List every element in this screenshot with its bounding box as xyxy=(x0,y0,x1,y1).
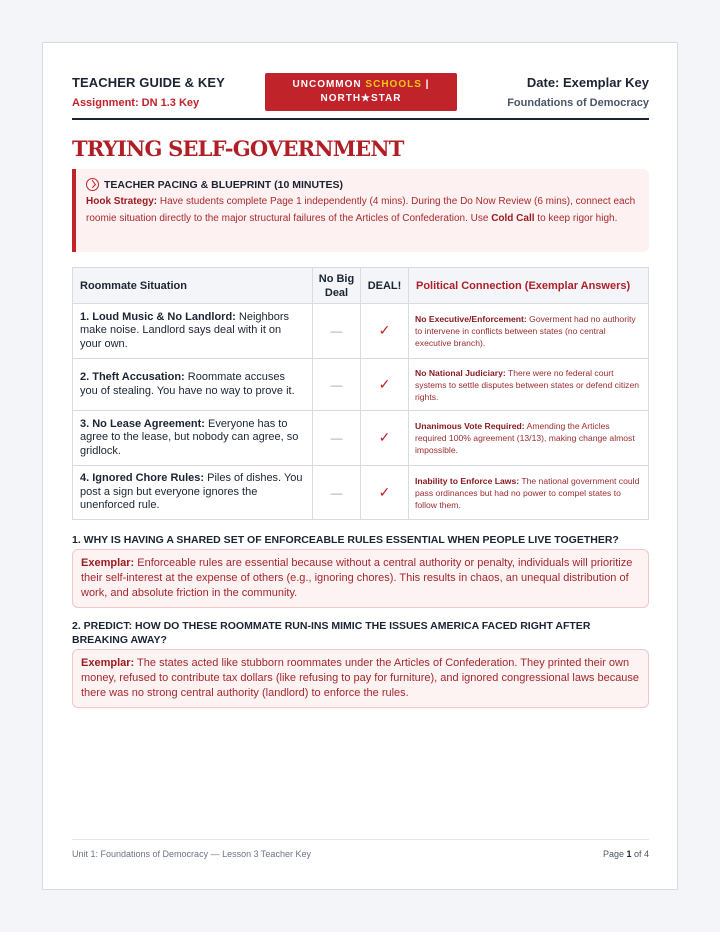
connection-text: Goverment had no authority to intervene in conflicts between states (no central executive branch). xyxy=(415,314,636,348)
hook-text: Have students complete Page 1 independently (4 mins). During the Do Now Review (6 mins), connect each roomie situation directly to the major structural failures of the Articles of Confederation. Use xyxy=(86,196,636,224)
situation-text: Neighbors make noise. Landlord says deal with it on your own. xyxy=(80,310,290,350)
page-title: TRYING SELF-GOVERNMENT xyxy=(72,136,404,161)
connection-label: Unanimous Vote Required: xyxy=(415,421,525,431)
connection-label: No National Judiciary: xyxy=(415,367,506,378)
check-icon: ✓ xyxy=(378,322,391,338)
exemplar-text: Enforceable rules are essential because without a central authority or penalty, individuals will prioritize their self-interest at the expense of others (e.g., ignoring chores). This results in chaos, an unequal distribution of work, and absolute friction in the community. xyxy=(81,557,633,599)
no-big-deal-cell xyxy=(313,359,361,411)
pacing-callout xyxy=(72,169,649,252)
hook-end-text: to keep rigor high. xyxy=(534,212,618,224)
logo-text-uncommon: UNCOMMON xyxy=(292,79,366,90)
situation-cell xyxy=(73,466,313,520)
connection-text: Amending the Articles required 100% agreement (13/13), making change almost impossible. xyxy=(415,421,635,455)
no-big-deal-cell xyxy=(313,466,361,520)
roommate-table xyxy=(72,267,649,520)
table-row xyxy=(73,304,649,359)
deal-cell xyxy=(361,466,409,520)
situation-text: Piles of dishes. You post a sign but everyone ignores the unenforced rule. xyxy=(80,472,303,512)
header-right xyxy=(507,75,649,109)
col-header-political-connection: Political Connection (Exemplar Answers) xyxy=(409,268,649,304)
exemplar-label: Exemplar: xyxy=(81,657,135,669)
logo-text-schools: SCHOOLS xyxy=(365,79,422,90)
connection-cell xyxy=(409,359,649,411)
connection-label: No Executive/Enforcement: xyxy=(415,314,527,324)
pacing-heading xyxy=(86,178,639,191)
col-header-deal: DEAL! xyxy=(361,268,409,304)
col-header-no-big-deal: No Big Deal xyxy=(313,268,361,304)
situation-text: Roommate accuses you of stealing. You have no way to prove it. xyxy=(80,371,295,397)
logo-divider: | xyxy=(421,79,430,90)
situation-cell xyxy=(73,411,313,466)
page-header xyxy=(72,73,649,120)
cold-call-emphasis: Cold Call xyxy=(491,212,535,224)
no-big-deal-cell xyxy=(313,304,361,359)
footer-unit-label: Unit 1: Foundations of Democracy — Lesson 3 Teacher Key xyxy=(72,849,311,859)
school-logo xyxy=(265,73,457,111)
exemplar-answer-2 xyxy=(72,649,649,708)
connection-cell xyxy=(409,466,649,520)
course-label: Foundations of Democracy xyxy=(507,97,649,109)
page-current: 1 xyxy=(626,849,632,859)
exemplar-label: Exemplar: xyxy=(81,557,135,569)
col-header-situation: Roommate Situation xyxy=(73,268,313,304)
no-big-deal-cell xyxy=(313,411,361,466)
hook-label: Hook Strategy: xyxy=(86,196,158,207)
page-total: of 4 xyxy=(631,849,649,859)
page-label: Page xyxy=(602,849,627,859)
document-page xyxy=(42,42,678,890)
situation-title: 4. Ignored Chore Rules: xyxy=(80,472,205,485)
check-icon: ✓ xyxy=(378,429,391,445)
dash-mark: — xyxy=(330,485,343,500)
logo-line-2: NORTH★STAR xyxy=(320,93,402,104)
table-row xyxy=(73,359,649,411)
exemplar-answer-1 xyxy=(72,549,649,608)
situation-cell xyxy=(73,359,313,411)
guide-title: TEACHER GUIDE & KEY xyxy=(72,75,225,90)
page-footer xyxy=(72,839,649,859)
question-1: 1. WHY IS HAVING A SHARED SET OF ENFORCEABLE RULES ESSENTIAL WHEN PEOPLE LIVE TOGETHER? xyxy=(72,534,619,546)
check-icon: ✓ xyxy=(378,483,391,500)
situation-title: 3. No Lease Agreement: xyxy=(80,417,205,430)
connection-label: Inability to Enforce Laws: xyxy=(415,475,520,486)
deal-cell xyxy=(361,304,409,359)
connection-cell xyxy=(409,304,649,359)
deal-cell xyxy=(361,411,409,466)
exemplar-text: The states acted like stubborn roommates under the Articles of Confederation. They printed their own money, refused to contribute tax dollars (like refusing to pay for furniture), and ignored congressional laws because there was no strong central authority (landlord) to enforce the rules. xyxy=(81,657,640,699)
connection-text: The national government could pass ordinances but had no power to compel states to follow them. xyxy=(415,475,640,510)
page-number xyxy=(603,849,649,859)
assignment-label: Assignment: DN 1.3 Key xyxy=(72,97,200,109)
situation-cell xyxy=(73,304,313,359)
dash-mark: — xyxy=(330,377,343,392)
connection-cell xyxy=(409,411,649,466)
table-row xyxy=(73,411,649,466)
situation-title: 2. Theft Accusation: xyxy=(80,371,185,383)
pacing-body xyxy=(86,194,639,227)
table-header-row xyxy=(73,268,649,304)
logo-line-1 xyxy=(265,78,457,92)
compass-icon xyxy=(86,178,99,191)
question-2: 2. PREDICT: HOW DO THESE ROOMMATE RUN-INS MIMIC THE ISSUES AMERICA FACED RIGHT AFTER BREAKING AWAY? xyxy=(72,620,591,646)
situation-title: 1. Loud Music & No Landlord: xyxy=(80,310,236,323)
dash-mark: — xyxy=(330,324,343,338)
situation-text: Everyone has to agree to the lease, but nobody can agree, so gridlock. xyxy=(80,417,299,457)
header-left xyxy=(72,75,225,109)
deal-cell xyxy=(361,359,409,411)
check-icon: ✓ xyxy=(378,375,391,392)
connection-text: There were no federal court systems to settle disputes between states or defend citizen rights. xyxy=(415,367,640,402)
date-label: Date: Exemplar Key xyxy=(526,75,649,90)
pacing-heading-text: TEACHER PACING & BLUEPRINT (10 MINUTES) xyxy=(104,178,343,191)
table-row xyxy=(73,466,649,520)
dash-mark: — xyxy=(330,431,343,445)
